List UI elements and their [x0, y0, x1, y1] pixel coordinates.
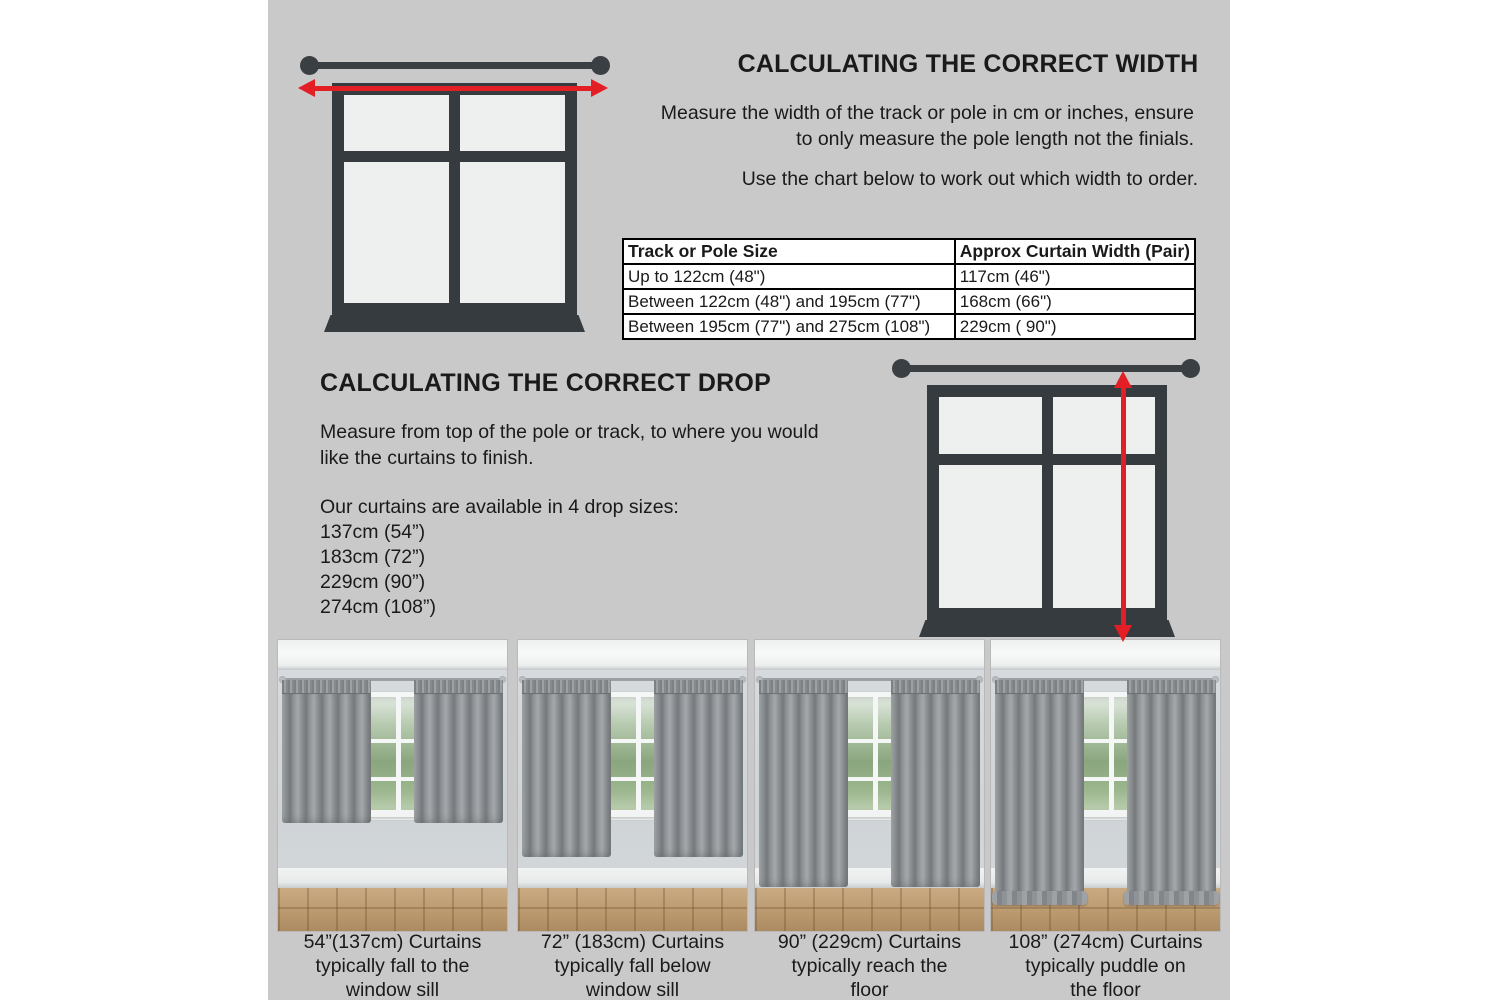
photo-caption-54in	[278, 930, 507, 1000]
drop-sizes-list	[320, 495, 880, 620]
wood-floor	[755, 888, 984, 931]
table-row	[623, 264, 1195, 289]
table-header-curtain-width: Approx Curtain Width (Pair)	[955, 239, 1195, 264]
caption-line: the floor	[1070, 979, 1141, 1000]
table-row	[623, 314, 1195, 339]
cornice	[518, 640, 747, 670]
curtain-photo-108in	[991, 640, 1220, 931]
photo-caption-90in	[755, 930, 984, 1000]
baseboard	[278, 868, 507, 888]
drop-diagram-curtain-pole	[902, 365, 1190, 372]
curtain-right	[891, 680, 980, 887]
drop-size-item: 183cm (72”)	[320, 546, 426, 568]
caption-line: 108” (274cm) Curtains	[1008, 931, 1203, 953]
drop-section-title: CALCULATING THE CORRECT DROP	[320, 369, 771, 397]
drop-body-line-2: like the curtains to finish.	[320, 446, 534, 469]
drop-size-item: 137cm (54”)	[320, 521, 426, 543]
curtain-photo-54in	[278, 640, 507, 931]
curtain-right	[1127, 680, 1216, 905]
photo-caption-72in	[518, 930, 747, 1000]
caption-line: 54”(137cm) Curtains	[303, 931, 482, 953]
caption-line: 90” (229cm) Curtains	[777, 931, 962, 953]
wood-floor	[518, 888, 747, 931]
wood-floor	[278, 888, 507, 931]
table-cell: Up to 122cm (48")	[623, 264, 955, 289]
caption-line: window sill	[345, 979, 440, 1000]
width-chart-note: Use the chart below to work out which width to order.	[741, 168, 1198, 190]
cornice	[991, 640, 1220, 670]
drop-section-body	[320, 420, 880, 471]
curtain-photo-72in	[518, 640, 747, 931]
drop-measure-arrow-icon	[1114, 371, 1132, 642]
width-measure-arrow-icon	[298, 79, 608, 97]
caption-line: 72” (183cm) Curtains	[540, 931, 725, 953]
table-cell: 117cm (46")	[955, 264, 1195, 289]
window-vertical-mullion	[449, 95, 460, 303]
caption-line: floor	[850, 979, 889, 1000]
size-table	[622, 238, 1196, 340]
width-section-title: CALCULATING THE CORRECT WIDTH	[737, 50, 1199, 78]
width-diagram-window	[332, 83, 577, 315]
curtain-left	[759, 680, 848, 887]
width-diagram-curtain-pole	[310, 62, 600, 69]
curtain-left	[995, 680, 1084, 905]
window-horizontal-mullion	[344, 151, 565, 162]
caption-line: typically puddle on	[1025, 955, 1186, 977]
drop-sizes-intro: Our curtains are available in 4 drop sizes:	[320, 496, 679, 518]
drop-body-line-1: Measure from top of the pole or track, to where you would	[320, 421, 819, 443]
table-header-pole-size: Track or Pole Size	[623, 239, 955, 264]
drop-diagram-sill	[919, 620, 1175, 637]
caption-line: typically fall below	[554, 955, 711, 977]
drop-size-item: 274cm (108”)	[320, 596, 436, 618]
table-row	[623, 289, 1195, 314]
caption-line: window sill	[585, 979, 680, 1000]
width-diagram-sill	[324, 315, 585, 332]
cornice	[755, 640, 984, 670]
width-body-line-2: to only measure the pole length not the finials.	[796, 127, 1194, 150]
table-cell: 229cm ( 90")	[955, 314, 1195, 339]
table-header-row	[623, 239, 1195, 264]
width-section-body	[616, 101, 1194, 152]
window-vertical-mullion	[1042, 397, 1053, 608]
curtain-left	[522, 680, 611, 857]
table-cell: Between 122cm (48") and 195cm (77")	[623, 289, 955, 314]
table-cell: 168cm (66")	[955, 289, 1195, 314]
curtain-right	[654, 680, 743, 857]
content-panel	[268, 0, 1230, 1000]
baseboard	[518, 868, 747, 888]
curtain-left	[282, 680, 371, 823]
drop-size-item: 229cm (90”)	[320, 571, 426, 593]
caption-line: typically fall to the	[315, 955, 470, 977]
width-body-line-1: Measure the width of the track or pole in cm or inches, ensure	[660, 102, 1194, 124]
curtain-right	[414, 680, 503, 823]
table-cell: Between 195cm (77") and 275cm (108")	[623, 314, 955, 339]
photo-caption-108in	[991, 930, 1220, 1000]
curtain-photo-90in	[755, 640, 984, 931]
cornice	[278, 640, 507, 670]
caption-line: typically reach the	[791, 955, 948, 977]
